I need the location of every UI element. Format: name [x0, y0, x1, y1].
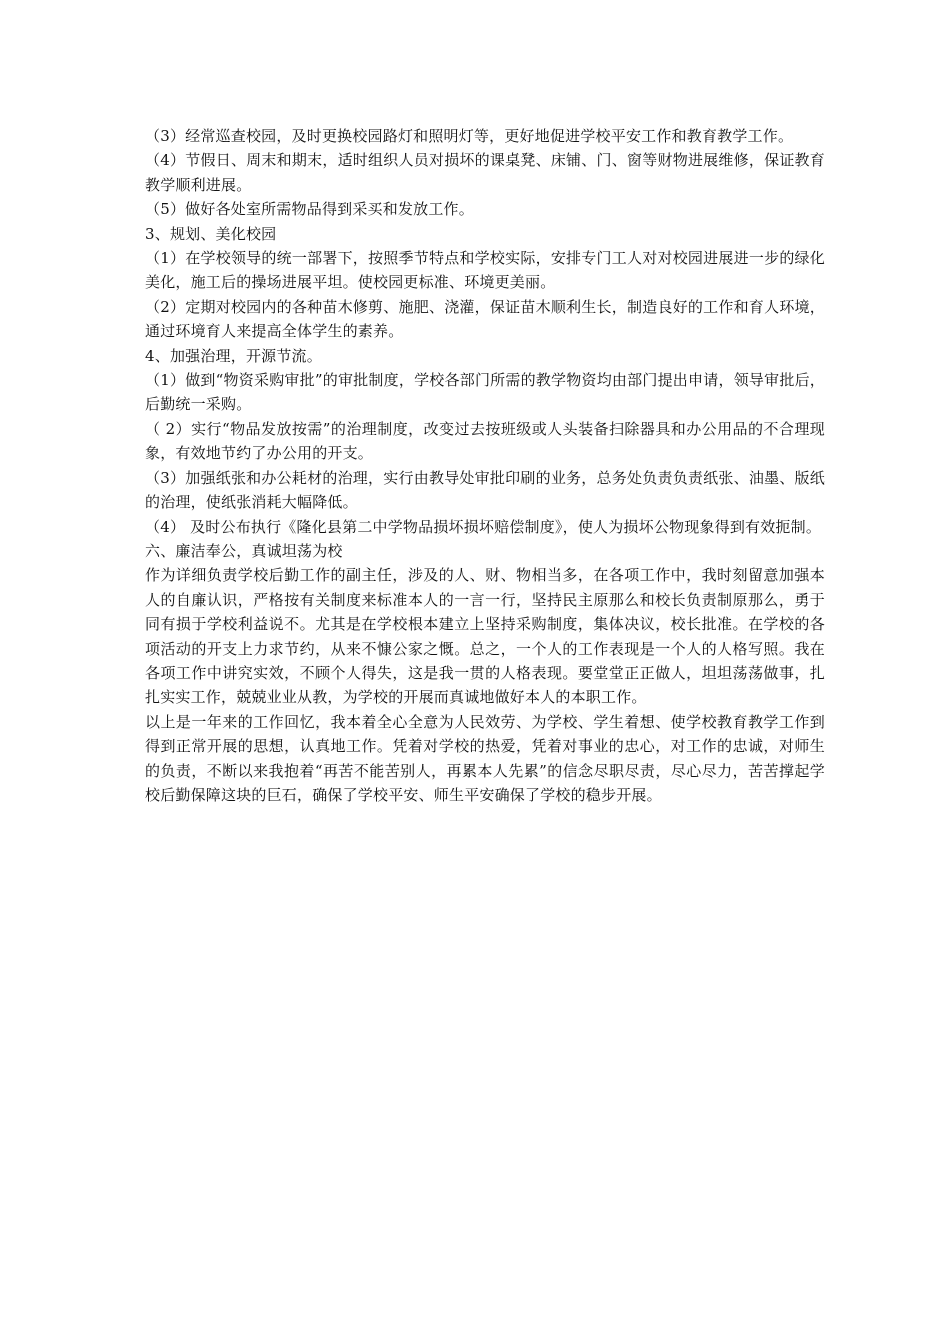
paragraph-compensation-policy: （4） 及时公布执行《隆化县第二中学物品损坏损坏赔偿制度》，使人为损坏公物现象得到有效扼制。 — [145, 517, 822, 536]
section-heading-management: 4、加强治理，开源节流。 — [145, 346, 322, 365]
paragraph-distribution-system: （ 2）实行“物品发放按需”的治理制度，改变过去按班级或人头装备扫除器具和办公用品的不合理现象，有效地节约了办公用的开支。 — [145, 419, 825, 463]
paragraph-tree-care: （2）定期对校园内的各种苗木修剪、施肥、浇灌，保证苗木顺利生长，制造良好的工作和育人环境，通过环境育人来提高全体学生的素养。 — [145, 297, 825, 341]
paragraph-greening: （1）在学校领导的统一部署下，按照季节特点和学校实际，安排专门工人对对校园进展进一步的绿化美化，施工后的操场进展平坦。使校园更标准、环境更美丽。 — [145, 249, 825, 292]
paragraph-approval-system: （1）做到“物资采购审批”的审批制度，学校各部门所需的教学物资均由部门提出申请，领导审批后，后勤统一采购。 — [145, 371, 825, 414]
paragraph-holiday-repairs: （4）节假日、周末和期末，适时组织人员对损坏的课桌凳、床铺、门、窗等财物进展维修，保证教育教学顺利进展。 — [145, 151, 825, 194]
section-heading-integrity: 六、廉洁奉公，真诚坦荡为校 — [145, 541, 343, 560]
paragraph-conclusion: 以上是一年来的工作回忆，我本着全心全意为人民效劳、为学校、学生着想、使学校教育教学工作到得到正常开展的思想，认真地工作。凭着对学校的热爱，凭着对事业的忠心，对工作的忠诚，对师生的负责，不断以来我抱着“再苦不能苦别人，再累本人先累”的信念尽职尽责，尽心尽力，苦苦撑起学校后勤保障这块的巨石，确保了学校平安、师生平安确保了学校的稳步开展。 — [145, 712, 825, 804]
paragraph-patrol-campus: （3）经常巡查校园，及时更换校园路灯和照明灯等，更好地促进学校平安工作和教育教学工作。 — [145, 127, 794, 145]
paragraph-integrity-body: 作为详细负责学校后勤工作的副主任，涉及的人、财、物相当多，在各项工作中，我时刻留意加强本人的自廉认识，严格按有关制度来标准本人的一言一行，坚持民主原那么和校长负责制原那么，勇于同有损于学校利益说不。尤其是在学校根本建立上坚持采购制度，集体决议，校长批准。在学校的各项活动的开支上力求节约，从来不慷公家之慨。总之，一个人的工作表现是一个人的人格写照。我在各项工作中讲究实效，不顾个人得失，这是我一贯的人格表现。要堂堂正正做人，坦坦荡荡做事，扎扎实实工作，兢兢业业从教，为学校的开展而真诚地做好本人的本职工作。 — [145, 566, 825, 707]
paragraph-purchasing-supplies: （5）做好各处室所需物品得到采买和发放工作。 — [145, 200, 474, 219]
paragraph-paper-management: （3）加强纸张和办公耗材的治理，实行由教导处审批印刷的业务，总务处负责负责纸张、油墨、版纸的治理，使纸张消耗大幅降低。 — [145, 468, 825, 512]
section-heading-campus-planning: 3、规划、美化校园 — [145, 224, 277, 243]
document-body — [145, 124, 825, 807]
